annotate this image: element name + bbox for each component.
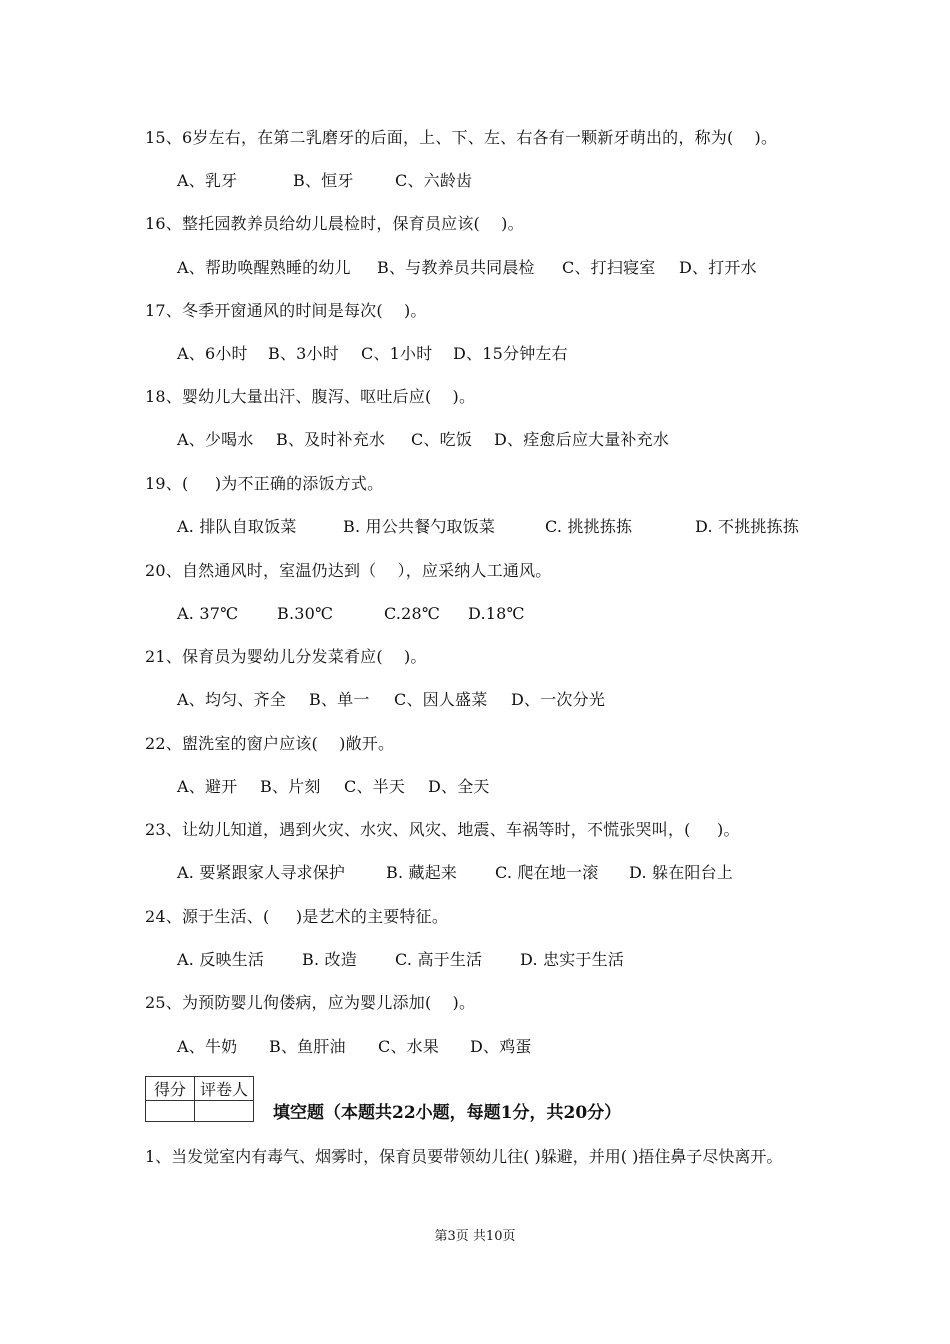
option: D. 不挑挑拣拣 [695,517,800,536]
option: A、避开 [177,777,238,796]
option: B、与教养员共同晨检 [377,258,535,277]
page-footer: 第3页 共10页 [434,1229,516,1244]
option: C、吃饭 [411,430,473,449]
option: B. 藏起来 [386,863,458,882]
option: C、六龄齿 [395,171,473,190]
fill-question: 1、当发觉室内有毒气、烟雾时，保育员要带领幼儿往( )躲避，并用( )捂住鼻子尽快离开。 [145,1147,783,1166]
grader-cell [195,1101,254,1122]
question-stem: 22、盥洗室的窗户应该( )敞开。 [145,734,395,753]
question-stem: 21、保育员为婴幼儿分发菜肴应( )。 [145,647,427,666]
option: A、6小时 [177,344,248,363]
option: B、单一 [309,690,370,709]
question-stem: 15、6岁左右，在第二乳磨牙的后面，上、下、左、右各有一颗新牙萌出的，称为( )。 [145,128,778,147]
section-title: 填空题（本题共22小题，每题1分，共20分） [273,1103,622,1123]
option: B、恒牙 [293,171,354,190]
option: B、片刻 [260,777,321,796]
option: D、全天 [428,777,490,796]
option: D. 忠实于生活 [520,950,625,969]
question-stem: 16、整托园教养员给幼儿晨检时，保育员应该( )。 [145,214,524,233]
option: A. 反映生活 [177,950,265,969]
option: B、鱼肝油 [269,1037,346,1056]
question-stem: 25、为预防婴儿佝偻病，应为婴儿添加( )。 [145,993,476,1012]
option: D、打开水 [679,258,757,277]
question-stem: 19、( )为不正确的添饭方式。 [145,474,384,493]
option: A、乳牙 [177,171,238,190]
option: D、痊愈后应大量补充水 [494,430,670,449]
question-stem: 23、让幼儿知道，遇到火灾、水灾、风灾、地震、车祸等时，不慌张哭叫，( )。 [145,820,740,839]
score-table [145,1076,254,1122]
option: A、少喝水 [177,430,254,449]
option: A. 37℃ [177,604,239,623]
option: C、打扫寝室 [562,258,656,277]
option: A. 要紧跟家人寻求保护 [177,863,346,882]
question-stem: 20、自然通风时，室温仍达到（ ），应采纳人工通风。 [145,561,552,580]
option: D、一次分光 [511,690,606,709]
option: C、水果 [378,1037,440,1056]
option: D. 躲在阳台上 [629,863,734,882]
option: C. 挑挑拣拣 [545,517,633,536]
option: D、鸡蛋 [470,1037,532,1056]
option: B、及时补充水 [276,430,386,449]
option: B、3小时 [268,344,339,363]
grader-header: 评卷人 [195,1077,254,1101]
option: A. 排队自取饭菜 [177,517,297,536]
option: A、均匀、齐全 [177,690,286,709]
option: C. 爬在地一滚 [495,863,599,882]
score-header: 得分 [146,1077,195,1101]
option: C、因人盛菜 [394,690,488,709]
option: A、牛奶 [177,1037,238,1056]
option: C、半天 [344,777,406,796]
question-stem: 24、源于生活、( )是艺术的主要特征。 [145,907,449,926]
question-stem: 17、冬季开窗通风的时间是每次( )。 [145,301,427,320]
option: B.30℃ [277,604,334,623]
option: D、15分钟左右 [453,344,568,363]
option: C. 高于生活 [395,950,483,969]
option: B. 用公共餐勺取饭菜 [343,517,496,536]
option: C、1小时 [361,344,433,363]
option: B. 改造 [302,950,357,969]
option: C.28℃ [384,604,441,623]
question-stem: 18、婴幼儿大量出汗、腹泻、呕吐后应( )。 [145,387,476,406]
option: A、帮助唤醒熟睡的幼儿 [177,258,351,277]
score-cell [146,1101,195,1122]
option: D.18℃ [468,604,525,623]
